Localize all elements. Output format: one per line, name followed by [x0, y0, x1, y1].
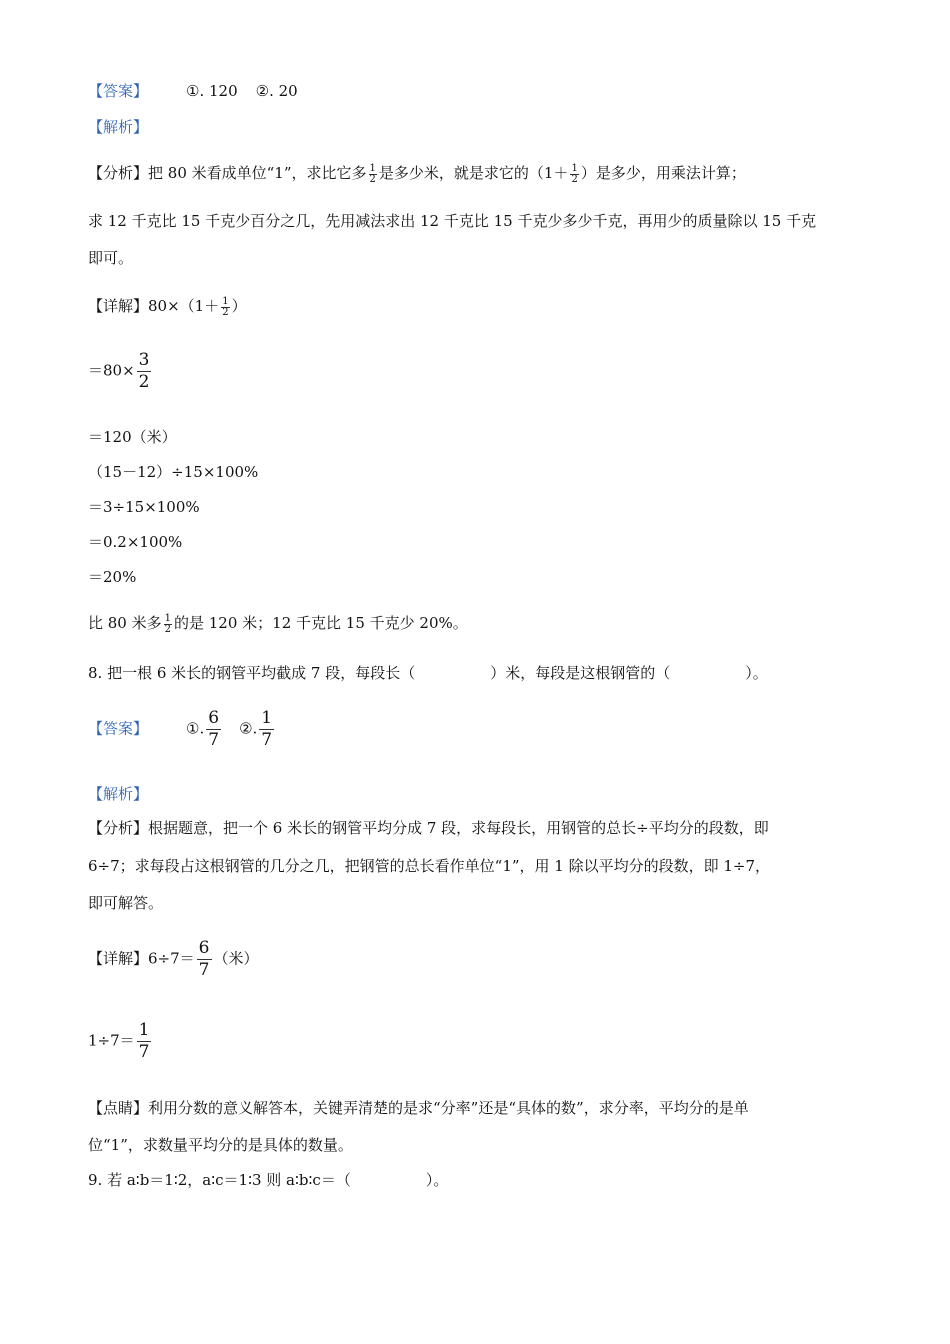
numerator: 1 [164, 612, 171, 624]
answer-prefix: ①. [186, 719, 205, 738]
denominator: 2 [222, 306, 229, 318]
conclusion-text: 的是 120 米；12 千克比 15 千克少 20%。 [174, 614, 468, 632]
fraction-one-seventh [137, 1020, 152, 1063]
fenxi-tag: 【分析】 [88, 819, 149, 837]
analysis-text: 即可。 [88, 249, 134, 267]
detail-line: ＝20% [88, 568, 137, 586]
analysis-tag: 【解析】 [88, 118, 149, 136]
denominator: 2 [138, 372, 150, 392]
equation-text: 80×（1＋ [148, 297, 220, 315]
fenxi-tag: 【分析】 [88, 164, 149, 182]
equation-text: ） [231, 297, 247, 315]
analysis-paragraph-8 [88, 818, 769, 838]
denominator: 2 [369, 173, 376, 185]
question-8: 8. 把一根 6 米长的钢管平均截成 7 段，每段长（ ）米，每段是这根钢管的（ ）。 [88, 664, 768, 682]
analysis-text: 即可解答。 [88, 894, 164, 912]
detail-line: ＝0.2×100% [88, 533, 183, 551]
fraction-half [164, 614, 172, 635]
detail-line: ＝120（米） [88, 428, 177, 446]
analysis-text: 6÷7；求每段占这根钢管的几分之几，把钢管的总长看作单位“1”，用 1 除以平均分的段数，即 1÷7， [88, 857, 771, 875]
detail-line [88, 1020, 153, 1063]
conclusion-text: 比 80 米多 [88, 614, 162, 632]
analysis-text: 求 12 千克比 15 千克少百分之几，先用减法求出 12 千克比 15 千克少多少千克，再用少的质量除以 15 千克 [88, 212, 817, 230]
analysis-paragraph-1 [88, 163, 746, 185]
denominator: 7 [198, 960, 210, 980]
equation-text: 1÷7＝ [88, 1031, 135, 1050]
numerator: 1 [261, 708, 273, 728]
denominator: 7 [208, 730, 220, 750]
answer-row-8 [88, 708, 276, 751]
answer-fraction [259, 708, 274, 751]
denominator: 2 [164, 623, 171, 635]
numerator: 1 [369, 162, 376, 174]
fraction-half [221, 297, 229, 318]
analysis-text: 根据题意，把一个 6 米长的钢管平均分成 7 段，求每段长，用钢管的总长÷平均分的段数，即 [148, 819, 769, 837]
denominator: 7 [138, 1042, 150, 1062]
answer-prefix: ②. [239, 719, 258, 738]
numerator: 3 [138, 350, 150, 370]
xiangjie-tag: 【详解】 [88, 949, 149, 968]
answer-tag: 【答案】 [88, 82, 149, 100]
analysis-tag: 【解析】 [88, 785, 149, 803]
dianjing-tag: 【点睛】 [88, 1099, 149, 1117]
detail-line [88, 296, 247, 318]
detail-line [88, 938, 259, 981]
xiangjie-tag: 【详解】 [88, 297, 149, 315]
answer-row-1 [88, 81, 298, 101]
answer-item: ①. 120 [186, 82, 238, 100]
denominator: 7 [261, 730, 273, 750]
answer-tag: 【答案】 [88, 719, 149, 738]
dianjing-paragraph [88, 1098, 749, 1118]
numerator: 1 [222, 295, 229, 307]
fraction-half [369, 164, 377, 185]
dianjing-text: 位“1”，求数量平均分的是具体的数量。 [88, 1136, 353, 1154]
conclusion-line [88, 613, 468, 635]
numerator: 6 [208, 708, 220, 728]
dianjing-text: 利用分数的意义解答本，关键弄清楚的是求“分率”还是“具体的数”，求分率，平均分的是单 [148, 1099, 749, 1117]
detail-line: ＝3÷15×100% [88, 498, 200, 516]
numerator: 1 [571, 162, 578, 174]
detail-line [88, 350, 153, 393]
fraction-half [570, 164, 578, 185]
equation-text: ＝80× [88, 361, 135, 380]
fraction-six-sevenths [197, 938, 212, 981]
analysis-text: 把 80 米看成单位“1”，求比它多 [148, 164, 367, 182]
answer-fraction [206, 708, 221, 751]
denominator: 2 [571, 173, 578, 185]
numerator: 6 [198, 938, 210, 958]
answer-item: ②. 20 [255, 82, 298, 100]
analysis-text: 是多少米，就是求它的（1＋ [378, 164, 569, 182]
numerator: 1 [138, 1020, 150, 1040]
fraction-three-halves [137, 350, 152, 393]
question-9: 9. 若 a∶b＝1∶2，a∶c＝1∶3 则 a∶b∶c＝（ ）。 [88, 1171, 449, 1189]
analysis-text: ）是多少，用乘法计算； [580, 164, 746, 182]
equation-text: 6÷7＝ [148, 949, 195, 968]
detail-line: （15－12）÷15×100% [88, 463, 259, 481]
equation-text: （米） [213, 949, 259, 968]
